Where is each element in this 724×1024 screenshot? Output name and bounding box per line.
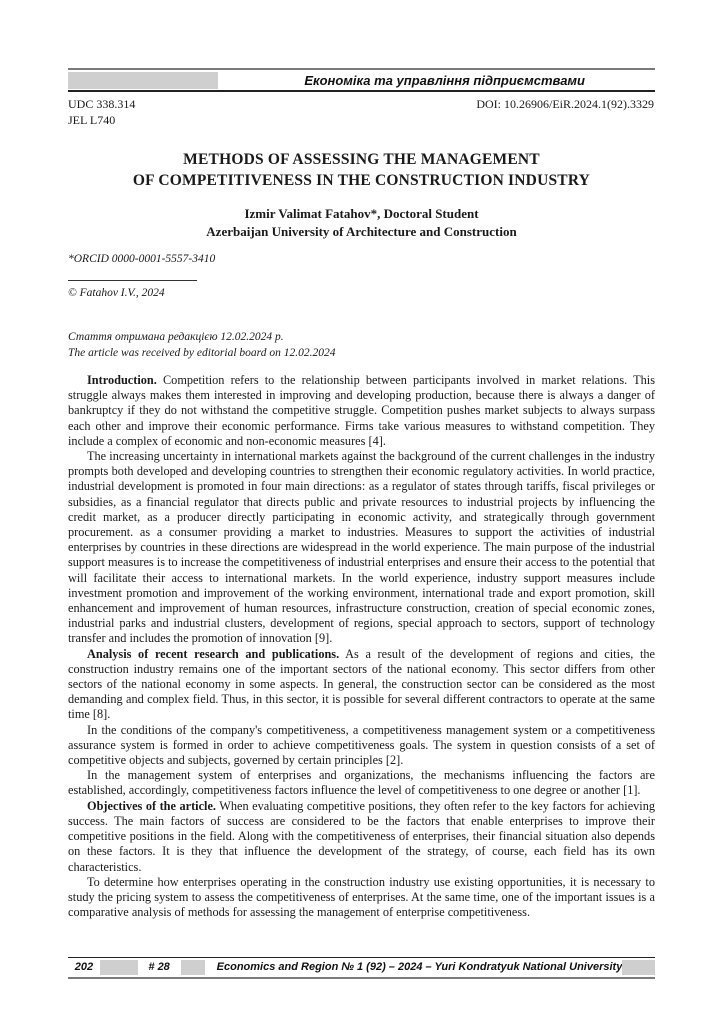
paragraph-analysis [68,647,655,723]
title-line-1: METHODS OF ASSESSING THE MANAGEMENT [183,151,540,168]
author-block [68,205,655,241]
issue-number: # 28 [148,961,170,973]
paragraph-text: When evaluating competitive positions, they often refer to the key factors for achieving success. The main factors of success are considered to be the factors that enable enterprises to improve their competitive positions in the field. Along with the competitiveness of enterprises, their financial situation also depends on these factors. It is they that influence the development of the strategy, of course, each field has its own characteristics. [68,798,656,874]
paragraph: The increasing uncertainty in international markets against the background of the current challenges in the industry prompts both developed and developing countries to strengthen their economic regulatory activities. In world practice, industrial development is promoted in four main directions: as a regulator of states through tariffs, fiscal privileges or subsidies, as a financial regulator that directs public and private resources to industrial projects by influencing the credit market, as a producer directly participating in economic activity, and strategically through government procurement. as a consumer providing a market to industries. Measures to support the activities of industrial enterprises by countries in these directions are widespread in the world experience. The main purpose of the industrial support measures is to increase the competitiveness of industrial enterprises and ensure their access to the potential that will facilitate their access to international markets. In the world experience, industry support measures include investment promotion and improvement of the working environment, international trade and export promotion, skill enhancement and improvement of human resources, infrastructure construction, creation of special economic zones, industrial parks and industrial clusters, development of regions, special approach to sectors, support of technology transfer and includes the promotion of innovation [9]. [68,449,655,646]
copyright: © Fatahov I.V., 2024 [68,287,165,299]
section-heading-analysis: Analysis of recent research and publications. [87,646,340,661]
running-header [68,68,655,92]
classification-codes [68,96,135,128]
footer-grey-block [100,960,138,975]
title-line-2: OF COMPETITIVENESS IN THE CONSTRUCTION INDUSTRY [132,172,591,189]
paragraph: To determine how enterprises operating in the construction industry use existing opportunities, it is necessary to study the pricing system to assess the competitiveness of enterprises. At the same time, one of the important issues is a comparative analysis of methods for assessing the management of enterprise competitiveness. [68,874,655,920]
received-ua: Стаття отримана редакцією 12.02.2024 р. [68,331,284,343]
doi: DOI: 10.26906/EiR.2024.1(92).3329 [476,97,654,111]
section-heading-objectives: Objectives of the article. [87,798,216,813]
header-grey-block [68,72,218,89]
author-name: Izmir Valimat Fatahov*, Doctoral Student [244,206,479,221]
header-rule-bottom [68,90,655,92]
author-affiliation: Azerbaijan University of Architecture and Construction [206,224,517,239]
running-footer [68,957,655,979]
paragraph: In the management system of enterprises and organizations, the mechanisms influencing the factors are established, accordingly, competitiveness factors influence the level of competitiveness to one degree or another [1]. [68,768,655,798]
footer-grey-block [181,960,205,975]
journal-name: Economics and Region № 1 (92) – 2024 – Yuri Kondratyuk National University [216,961,623,973]
received-en: The article was received by editorial board on 12.02.2024 [68,347,336,359]
paragraph-text: Competition refers to the relationship between participants involved in market relations. This struggle always makes them interested in improving and developing production, because there is always a danger of bankruptcy if they do not withstand the competitive struggle. Competition pushes market subjects to always surpass each other and improve their economic performance. Firms take various measures to withstand competition. They include a complex of economic and non-economic measures [4]. [68,373,655,448]
paper-title [68,149,655,191]
footer-rule-top [68,957,655,958]
separator-line [68,280,197,281]
paragraph-text: As a result of the development of regions and cities, the construction industry remains one of the important sectors of the national economy. This sector differs from other sectors of the national economy in some aspects. In general, the construction sector can be considered as the most demanding and complex field. Thus, in this sector, it is possible for several different contractors to operate at the same time [8]. [68,646,655,722]
article-body [68,373,655,920]
orcid: *ORCID 0000-0001-5557-3410 [68,253,216,265]
footer-grey-block [622,960,655,975]
paragraph-introduction [68,373,655,449]
journal-section-title: Економіка та управління підприємствами [304,73,585,88]
page-number: 202 [74,961,94,973]
header-rule-top [68,68,655,70]
jel-code: JEL L740 [68,113,116,127]
paragraph-objectives [68,799,655,875]
paragraph: In the conditions of the company's competitiveness, a competitiveness management system or a competitiveness assurance system is formed in order to achieve competitiveness goals. The system in question consists of a set of competitive objects and subjects, governed by certain principles [2]. [68,722,655,768]
header-band [68,72,655,89]
udc-code: UDC 338.314 [68,97,136,111]
footer-rule-bottom [68,977,655,979]
footer-band [68,960,655,975]
received-note [68,329,335,361]
section-heading-introduction: Introduction. [87,373,157,387]
